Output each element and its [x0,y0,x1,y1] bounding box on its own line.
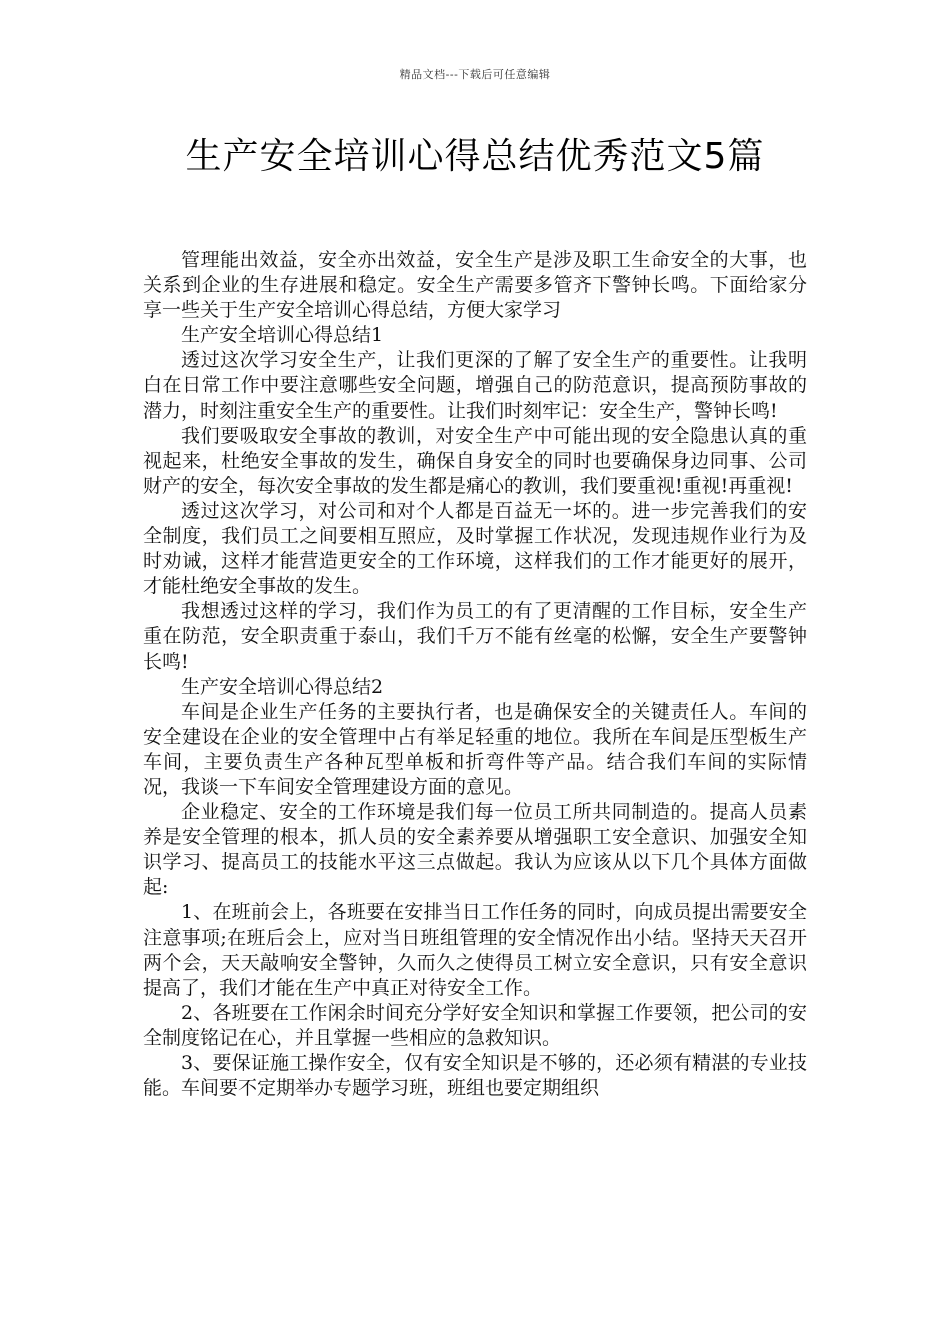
paragraph: 我们要吸取安全事故的教训，对安全生产中可能出现的安全隐患认真的重视起来，杜绝安全事故的发生，确保自身安全的同时也要确保身边同事、公司财产的安全，每次安全事故的发生都是痛心的教训，我们要重视!重视!再重视! [143,424,807,497]
section-heading-2: 生产安全培训心得总结2 [181,675,384,698]
paragraph: 我想透过这样的学习，我们作为员工的有了更清醒的工作目标，安全生产重在防范，安全职责重于泰山，我们千万不能有丝毫的松懈，安全生产要警钟长鸣! [143,600,807,673]
intro-paragraph: 管理能出效益，安全亦出效益，安全生产是涉及职工生命安全的大事，也关系到企业的生存进展和稳定。安全生产需要多管齐下警钟长鸣。下面给家分享一些关于生产安全培训心得总结，方便大家学习 [143,249,807,322]
header-note: 精品文档---下载后可任意编辑 [399,68,551,81]
list-item-paragraph: 3、要保证施工操作安全，仅有安全知识是不够的，还必须有精湛的专业技能。车间要不定期举办专题学习班，班组也要定期组织 [143,1052,807,1100]
section-heading-1: 生产安全培训心得总结1 [181,324,384,347]
document-body [143,248,807,1101]
paragraph: 车间是企业生产任务的主要执行者，也是确保安全的关键责任人。车间的安全建设在企业的安全管理中占有举足轻重的地位。我所在车间是压型板生产车间，主要负责生产各种瓦型单板和折弯件等产品。结合我们车间的实际情况，我谈一下车间安全管理建设方面的意见。 [143,700,807,798]
list-item-paragraph: 1、在班前会上，各班要在安排当日工作任务的同时，向成员提出需要安全注意事项;在班后会上，应对当日班组管理的安全情况作出小结。坚持天天召开两个会，天天敲响安全警钟，久而久之使得员工树立安全意识，只有安全意识提高了，我们才能在生产中真正对待安全工作。 [143,901,807,999]
paragraph: 透过这次学习安全生产，让我们更深的了解了安全生产的重要性。让我明白在日常工作中要注意哪些安全问题，增强自己的防范意识，提高预防事故的潜力，时刻注重安全生产的重要性。让我们时刻牢记：安全生产，警钟长鸣! [143,349,807,422]
document-title: 生产安全培训心得总结优秀范文5篇 [185,136,765,177]
list-item-paragraph: 2、各班要在工作闲余时间充分学好安全知识和掌握工作要领，把公司的安全制度铭记在心，并且掌握一些相应的急救知识。 [143,1001,807,1049]
paragraph: 透过这次学习，对公司和对个人都是百益无一坏的。进一步完善我们的安全制度，我们员工之间要相互照应，及时掌握工作状况，发现违规作业行为及时劝诫，这样才能营造更安全的工作环境，这样我们的工作才能更好的展开，才能杜绝安全事故的发生。 [143,499,807,598]
paragraph: 企业稳定、安全的工作环境是我们每一位员工所共同制造的。提高人员素养是安全管理的根本，抓人员的安全素养要从增强职工安全意识、加强安全知识学习、提高员工的技能水平这三点做起。我认为应该从以下几个具体方面做起: [143,801,807,899]
